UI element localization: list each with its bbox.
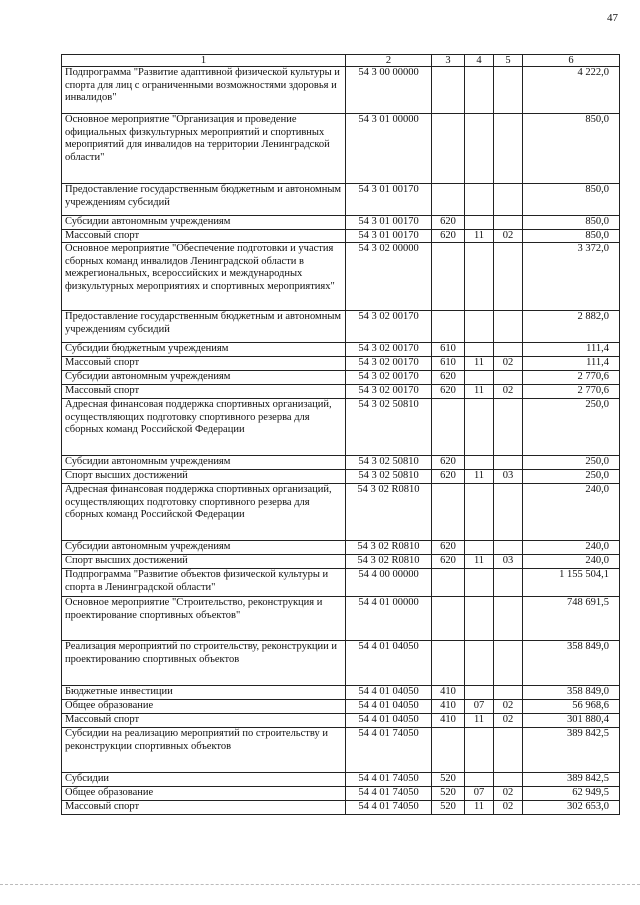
row-sum-cell: 850,0 (523, 216, 620, 230)
row-vr-cell: 620 (432, 371, 465, 385)
row-sum-cell: 240,0 (523, 555, 620, 569)
row-code-cell: 54 4 01 04050 (346, 686, 432, 700)
row-vr-cell: 620 (432, 229, 465, 243)
row-name-cell: Подпрограмма "Развитие объектов физической культуры и спорта в Ленинградской области" (62, 569, 346, 597)
row-code-cell: 54 4 01 04050 (346, 641, 432, 686)
row-vr-cell: 610 (432, 357, 465, 371)
row-rz-cell (465, 114, 494, 184)
row-name-cell: Предоставление государственным бюджетным и автономным учреждениям субсидий (62, 311, 346, 343)
row-pr-cell: 02 (494, 700, 523, 714)
row-rz-cell (465, 67, 494, 114)
row-rz-cell (465, 456, 494, 470)
table-row (62, 801, 620, 815)
row-code-cell: 54 4 01 74050 (346, 773, 432, 787)
table-row (62, 371, 620, 385)
row-vr-cell: 620 (432, 385, 465, 399)
table-row (62, 311, 620, 343)
header-col-4: 4 (465, 55, 494, 67)
row-name-cell: Адресная финансовая поддержка спортивных организаций, осуществляющих подготовку спортивного резерва для сборных команд Российской Федерации (62, 399, 346, 456)
row-name-cell: Субсидии автономным учреждениям (62, 541, 346, 555)
row-pr-cell (494, 686, 523, 700)
row-name-cell: Субсидии автономным учреждениям (62, 456, 346, 470)
row-pr-cell (494, 728, 523, 773)
row-vr-cell: 520 (432, 773, 465, 787)
row-pr-cell (494, 641, 523, 686)
row-name-cell: Основное мероприятие "Строительство, реконструкция и проектирование спортивных объектов" (62, 597, 346, 641)
row-pr-cell: 02 (494, 357, 523, 371)
row-pr-cell (494, 311, 523, 343)
row-name-cell: Массовый спорт (62, 801, 346, 815)
row-name-cell: Субсидии на реализацию мероприятий по строительству и реконструкции спортивных объектов (62, 728, 346, 773)
row-name-cell: Массовый спорт (62, 357, 346, 371)
table-row (62, 728, 620, 773)
table-row (62, 399, 620, 456)
header-col-2: 2 (346, 55, 432, 67)
row-pr-cell: 02 (494, 385, 523, 399)
row-sum-cell: 748 691,5 (523, 597, 620, 641)
row-pr-cell: 03 (494, 555, 523, 569)
row-vr-cell (432, 67, 465, 114)
row-pr-cell: 02 (494, 787, 523, 801)
row-sum-cell: 358 849,0 (523, 641, 620, 686)
row-pr-cell (494, 569, 523, 597)
row-sum-cell: 240,0 (523, 484, 620, 541)
table-row (62, 773, 620, 787)
row-pr-cell (494, 243, 523, 311)
table-row (62, 114, 620, 184)
header-col-1: 1 (62, 55, 346, 67)
row-pr-cell: 03 (494, 470, 523, 484)
row-vr-cell (432, 243, 465, 311)
row-sum-cell: 62 949,5 (523, 787, 620, 801)
row-vr-cell: 520 (432, 787, 465, 801)
row-vr-cell: 620 (432, 470, 465, 484)
row-code-cell: 54 3 01 00170 (346, 216, 432, 230)
table-row (62, 357, 620, 371)
row-rz-cell: 11 (465, 357, 494, 371)
budget-table (61, 54, 620, 815)
row-pr-cell (494, 67, 523, 114)
table-row (62, 184, 620, 216)
row-pr-cell (494, 456, 523, 470)
row-rz-cell: 11 (465, 714, 494, 728)
row-rz-cell (465, 371, 494, 385)
row-name-cell: Субсидии автономным учреждениям (62, 371, 346, 385)
header-col-6: 6 (523, 55, 620, 67)
table-row (62, 470, 620, 484)
row-name-cell: Предоставление государственным бюджетным и автономным учреждениям субсидий (62, 184, 346, 216)
row-code-cell: 54 3 01 00000 (346, 114, 432, 184)
row-code-cell: 54 3 02 00170 (346, 311, 432, 343)
table-row (62, 787, 620, 801)
row-name-cell: Основное мероприятие "Обеспечение подготовки и участия сборных команд инвалидов Ленинградской области в межрегиональных, всероссийских и международных физкультурных мероприятиях и спортивных мероприятиях" (62, 243, 346, 311)
row-name-cell: Спорт высших достижений (62, 555, 346, 569)
table-row (62, 343, 620, 357)
row-rz-cell (465, 728, 494, 773)
row-sum-cell: 250,0 (523, 399, 620, 456)
scan-edge-rule (0, 884, 640, 885)
row-pr-cell (494, 216, 523, 230)
row-vr-cell: 620 (432, 555, 465, 569)
table-row (62, 456, 620, 470)
row-sum-cell: 389 842,5 (523, 773, 620, 787)
row-rz-cell (465, 597, 494, 641)
table-row (62, 243, 620, 311)
row-code-cell: 54 3 02 R0810 (346, 484, 432, 541)
row-rz-cell (465, 399, 494, 456)
row-name-cell: Бюджетные инвестиции (62, 686, 346, 700)
row-vr-cell: 620 (432, 456, 465, 470)
header-row (62, 55, 620, 67)
row-code-cell: 54 3 00 00000 (346, 67, 432, 114)
row-rz-cell (465, 343, 494, 357)
row-rz-cell (465, 311, 494, 343)
row-name-cell: Массовый спорт (62, 229, 346, 243)
table-row (62, 484, 620, 541)
table-row (62, 641, 620, 686)
row-code-cell: 54 4 00 00000 (346, 569, 432, 597)
row-name-cell: Основное мероприятие "Организация и проведение официальных физкультурных мероприятий и спортивных мероприятий для инвалидов на территории Ленинградской области" (62, 114, 346, 184)
row-sum-cell: 250,0 (523, 470, 620, 484)
row-vr-cell (432, 114, 465, 184)
row-pr-cell (494, 371, 523, 385)
row-code-cell: 54 3 02 R0810 (346, 541, 432, 555)
row-rz-cell (465, 541, 494, 555)
row-name-cell: Массовый спорт (62, 385, 346, 399)
row-sum-cell: 111,4 (523, 343, 620, 357)
row-code-cell: 54 4 01 04050 (346, 700, 432, 714)
row-vr-cell (432, 728, 465, 773)
row-code-cell: 54 3 02 50810 (346, 456, 432, 470)
row-name-cell: Общее образование (62, 700, 346, 714)
row-rz-cell: 07 (465, 700, 494, 714)
row-sum-cell: 2 770,6 (523, 385, 620, 399)
row-sum-cell: 850,0 (523, 184, 620, 216)
row-pr-cell (494, 184, 523, 216)
row-name-cell: Субсидии автономным учреждениям (62, 216, 346, 230)
row-rz-cell: 11 (465, 229, 494, 243)
row-pr-cell (494, 484, 523, 541)
table-row (62, 541, 620, 555)
table-row (62, 569, 620, 597)
row-rz-cell (465, 641, 494, 686)
row-code-cell: 54 4 01 74050 (346, 801, 432, 815)
row-vr-cell: 410 (432, 686, 465, 700)
row-code-cell: 54 3 01 00170 (346, 229, 432, 243)
row-code-cell: 54 3 02 00170 (346, 357, 432, 371)
row-vr-cell: 620 (432, 541, 465, 555)
row-vr-cell (432, 184, 465, 216)
row-vr-cell (432, 484, 465, 541)
row-name-cell: Спорт высших достижений (62, 470, 346, 484)
row-sum-cell: 56 968,6 (523, 700, 620, 714)
row-rz-cell (465, 184, 494, 216)
row-sum-cell: 111,4 (523, 357, 620, 371)
row-rz-cell (465, 243, 494, 311)
row-pr-cell (494, 773, 523, 787)
row-sum-cell: 2 770,6 (523, 371, 620, 385)
table-row (62, 597, 620, 641)
row-vr-cell: 620 (432, 216, 465, 230)
row-vr-cell (432, 399, 465, 456)
row-code-cell: 54 3 02 00000 (346, 243, 432, 311)
row-pr-cell (494, 114, 523, 184)
row-code-cell: 54 4 01 04050 (346, 714, 432, 728)
row-vr-cell: 410 (432, 700, 465, 714)
row-sum-cell: 2 882,0 (523, 311, 620, 343)
row-name-cell: Адресная финансовая поддержка спортивных организаций, осуществляющих подготовку спортивного резерва для сборных команд Российской Федерации (62, 484, 346, 541)
row-code-cell: 54 3 02 00170 (346, 385, 432, 399)
row-rz-cell (465, 686, 494, 700)
row-pr-cell: 02 (494, 229, 523, 243)
row-vr-cell: 610 (432, 343, 465, 357)
table-row (62, 385, 620, 399)
row-code-cell: 54 3 02 R0810 (346, 555, 432, 569)
header-col-3: 3 (432, 55, 465, 67)
row-sum-cell: 1 155 504,1 (523, 569, 620, 597)
table-row (62, 216, 620, 230)
table-row (62, 67, 620, 114)
row-sum-cell: 850,0 (523, 114, 620, 184)
row-sum-cell: 389 842,5 (523, 728, 620, 773)
row-rz-cell: 11 (465, 470, 494, 484)
table-row (62, 229, 620, 243)
row-code-cell: 54 4 01 00000 (346, 597, 432, 641)
row-sum-cell: 250,0 (523, 456, 620, 470)
row-pr-cell: 02 (494, 801, 523, 815)
row-vr-cell (432, 597, 465, 641)
row-sum-cell: 301 880,4 (523, 714, 620, 728)
row-code-cell: 54 4 01 74050 (346, 787, 432, 801)
row-rz-cell: 11 (465, 801, 494, 815)
row-rz-cell (465, 216, 494, 230)
row-rz-cell (465, 569, 494, 597)
row-name-cell: Общее образование (62, 787, 346, 801)
row-pr-cell (494, 597, 523, 641)
page-number: 47 (607, 12, 618, 24)
row-rz-cell (465, 484, 494, 541)
row-name-cell: Субсидии бюджетным учреждениям (62, 343, 346, 357)
row-vr-cell: 410 (432, 714, 465, 728)
row-vr-cell (432, 641, 465, 686)
row-vr-cell (432, 569, 465, 597)
table-row (62, 686, 620, 700)
row-sum-cell: 358 849,0 (523, 686, 620, 700)
row-pr-cell (494, 541, 523, 555)
row-sum-cell: 3 372,0 (523, 243, 620, 311)
row-code-cell: 54 3 02 50810 (346, 399, 432, 456)
row-rz-cell: 11 (465, 555, 494, 569)
row-sum-cell: 240,0 (523, 541, 620, 555)
row-vr-cell: 520 (432, 801, 465, 815)
row-rz-cell: 11 (465, 385, 494, 399)
row-name-cell: Подпрограмма "Развитие адаптивной физической культуры и спорта для лиц с ограниченными возможностями здоровья и инвалидов" (62, 67, 346, 114)
row-code-cell: 54 3 02 00170 (346, 343, 432, 357)
row-sum-cell: 4 222,0 (523, 67, 620, 114)
row-vr-cell (432, 311, 465, 343)
row-sum-cell: 302 653,0 (523, 801, 620, 815)
row-name-cell: Субсидии (62, 773, 346, 787)
row-code-cell: 54 3 01 00170 (346, 184, 432, 216)
row-code-cell: 54 4 01 74050 (346, 728, 432, 773)
row-code-cell: 54 3 02 50810 (346, 470, 432, 484)
row-pr-cell (494, 343, 523, 357)
row-pr-cell: 02 (494, 714, 523, 728)
row-pr-cell (494, 399, 523, 456)
table-row (62, 700, 620, 714)
table-row (62, 555, 620, 569)
row-rz-cell: 07 (465, 787, 494, 801)
row-sum-cell: 850,0 (523, 229, 620, 243)
row-name-cell: Реализация мероприятий по строительству, реконструкции и проектированию спортивных объектов (62, 641, 346, 686)
row-code-cell: 54 3 02 00170 (346, 371, 432, 385)
header-col-5: 5 (494, 55, 523, 67)
table-row (62, 714, 620, 728)
row-name-cell: Массовый спорт (62, 714, 346, 728)
row-rz-cell (465, 773, 494, 787)
